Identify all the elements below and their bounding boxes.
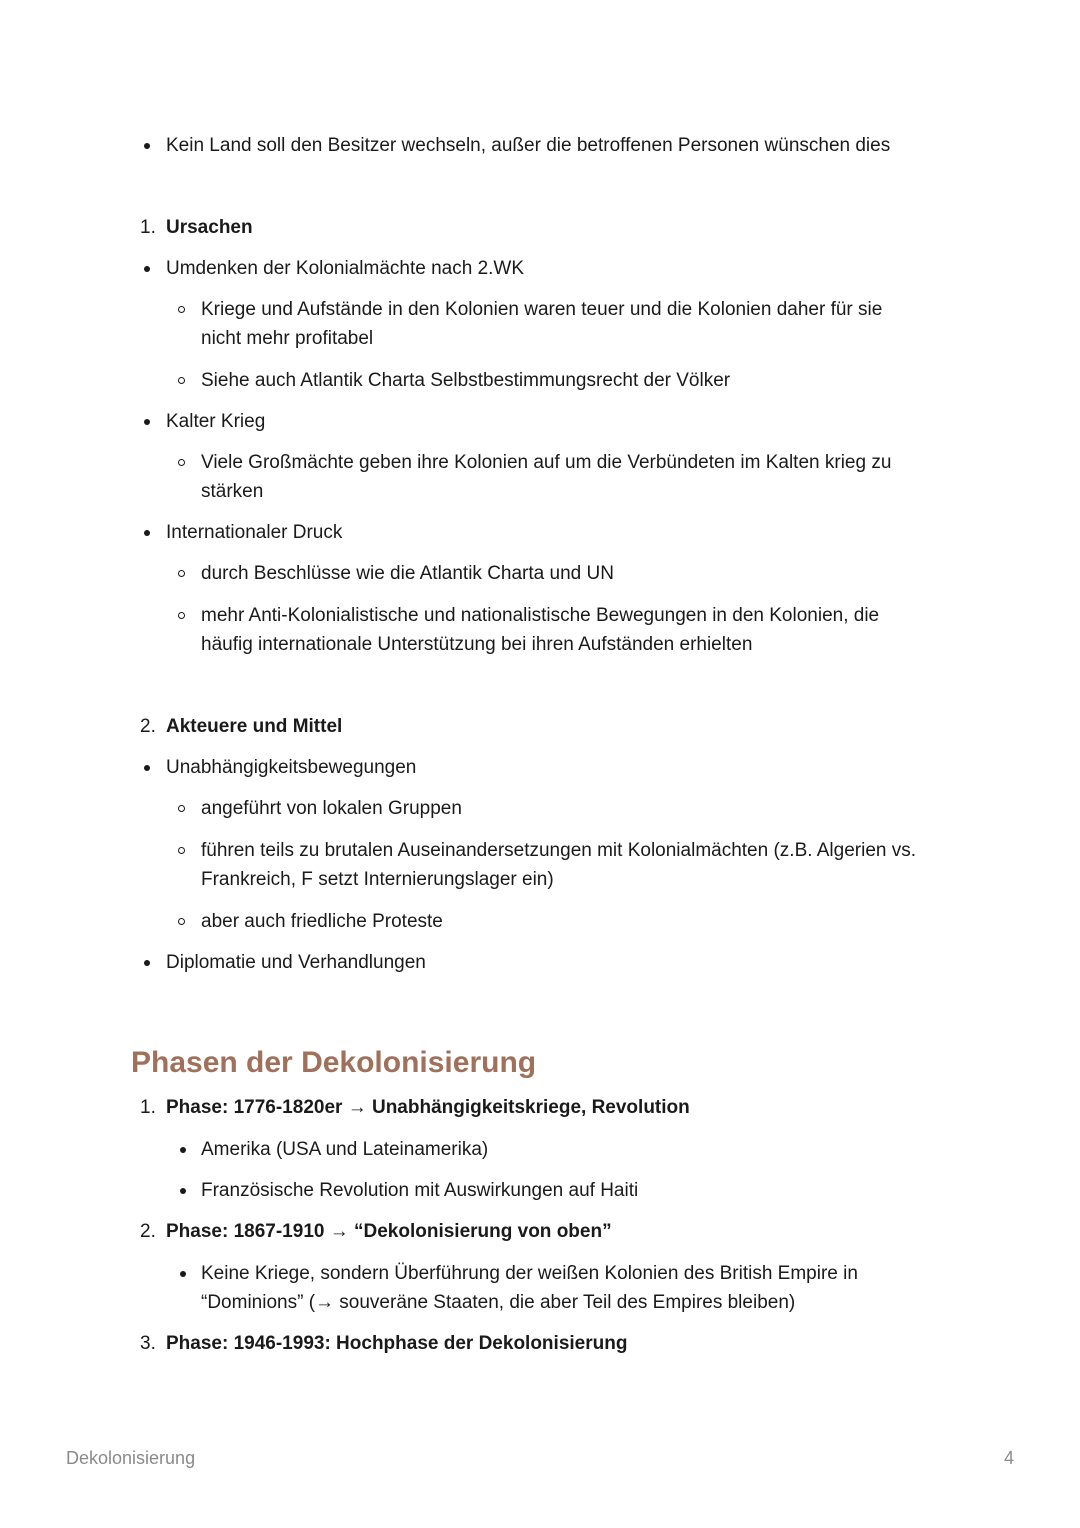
- phase-title: Phase: 1946-1993: Hochphase der Dekolonisierung: [166, 1333, 628, 1354]
- list-item-text: angeführt von lokalen Gruppen: [201, 798, 462, 819]
- circle-marker: [178, 459, 185, 466]
- phase-title: Phase: 1867-1910 → “Dekolonisierung von oben”: [166, 1221, 612, 1242]
- list-item-text: Internationaler Druck: [166, 522, 343, 543]
- list-item-text: Unabhängigkeitsbewegungen: [166, 757, 417, 778]
- list-number: 2.: [140, 716, 156, 737]
- list-item-text: Kriege und Aufstände in den Kolonien waren teuer und die Kolonien daher für sie: [201, 299, 883, 320]
- bullet-marker: [144, 419, 150, 425]
- section-title: Akteuere und Mittel: [166, 716, 343, 737]
- circle-marker: [178, 847, 185, 854]
- list-number: 1.: [140, 1097, 156, 1118]
- list-item-text: aber auch friedliche Proteste: [201, 911, 443, 932]
- list-item-text: Umdenken der Kolonialmächte nach 2.WK: [166, 258, 525, 279]
- list-number: 1.: [140, 217, 156, 238]
- list-item-text: Viele Großmächte geben ihre Kolonien auf um die Verbündeten im Kalten krieg zu: [201, 452, 892, 473]
- circle-marker: [178, 805, 185, 812]
- list-item-text: Siehe auch Atlantik Charta Selbstbestimmungsrecht der Völker: [201, 370, 731, 391]
- list-item-text: Diplomatie und Verhandlungen: [166, 952, 426, 973]
- list-item-text: Französische Revolution mit Auswirkungen auf Haiti: [201, 1180, 639, 1201]
- list-item-text: durch Beschlüsse wie die Atlantik Charta und UN: [201, 563, 614, 584]
- circle-marker: [178, 918, 185, 925]
- bullet-marker: [180, 1188, 186, 1194]
- bullet-marker: [144, 266, 150, 272]
- list-item-text: nicht mehr profitabel: [201, 328, 374, 349]
- circle-marker: [178, 612, 185, 619]
- list-item-text: mehr Anti-Kolonialistische und nationalistische Bewegungen in den Kolonien, die: [201, 605, 880, 626]
- list-item-text: Kein Land soll den Besitzer wechseln, außer die betroffenen Personen wünschen dies: [166, 135, 891, 156]
- bullet-marker: [180, 1271, 186, 1277]
- footer-document-title: Dekolonisierung: [66, 1448, 196, 1468]
- footer-page-number: 4: [1003, 1448, 1014, 1468]
- bullet-marker: [144, 960, 150, 966]
- circle-marker: [178, 377, 185, 384]
- bullet-marker: [144, 143, 150, 149]
- list-item-text: Amerika (USA und Lateinamerika): [201, 1139, 489, 1160]
- bullet-marker: [180, 1147, 186, 1153]
- list-number: 2.: [140, 1221, 156, 1242]
- phase-title: Phase: 1776-1820er → Unabhängigkeitskriege, Revolution: [166, 1097, 690, 1118]
- list-item-text: Keine Kriege, sondern Überführung der weißen Kolonien des British Empire in: [201, 1263, 858, 1284]
- list-item-text: häufig internationale Unterstützung bei ihren Aufständen erhielten: [201, 634, 753, 655]
- list-item-text: Kalter Krieg: [166, 411, 266, 432]
- phases-heading: Phasen der Dekolonisierung: [131, 1046, 537, 1079]
- list-item-text: Frankreich, F setzt Internierungslager ein): [201, 869, 554, 890]
- bullet-marker: [144, 530, 150, 536]
- list-item-text: führen teils zu brutalen Auseinandersetzungen mit Kolonialmächten (z.B. Algerien vs.: [201, 840, 917, 861]
- circle-marker: [178, 306, 185, 313]
- list-item-text: “Dominions” (→ souveräne Staaten, die aber Teil des Empires bleiben): [201, 1292, 796, 1313]
- circle-marker: [178, 570, 185, 577]
- list-item-text: stärken: [201, 481, 264, 502]
- list-number: 3.: [140, 1333, 156, 1354]
- section-title: Ursachen: [166, 217, 253, 238]
- bullet-marker: [144, 765, 150, 771]
